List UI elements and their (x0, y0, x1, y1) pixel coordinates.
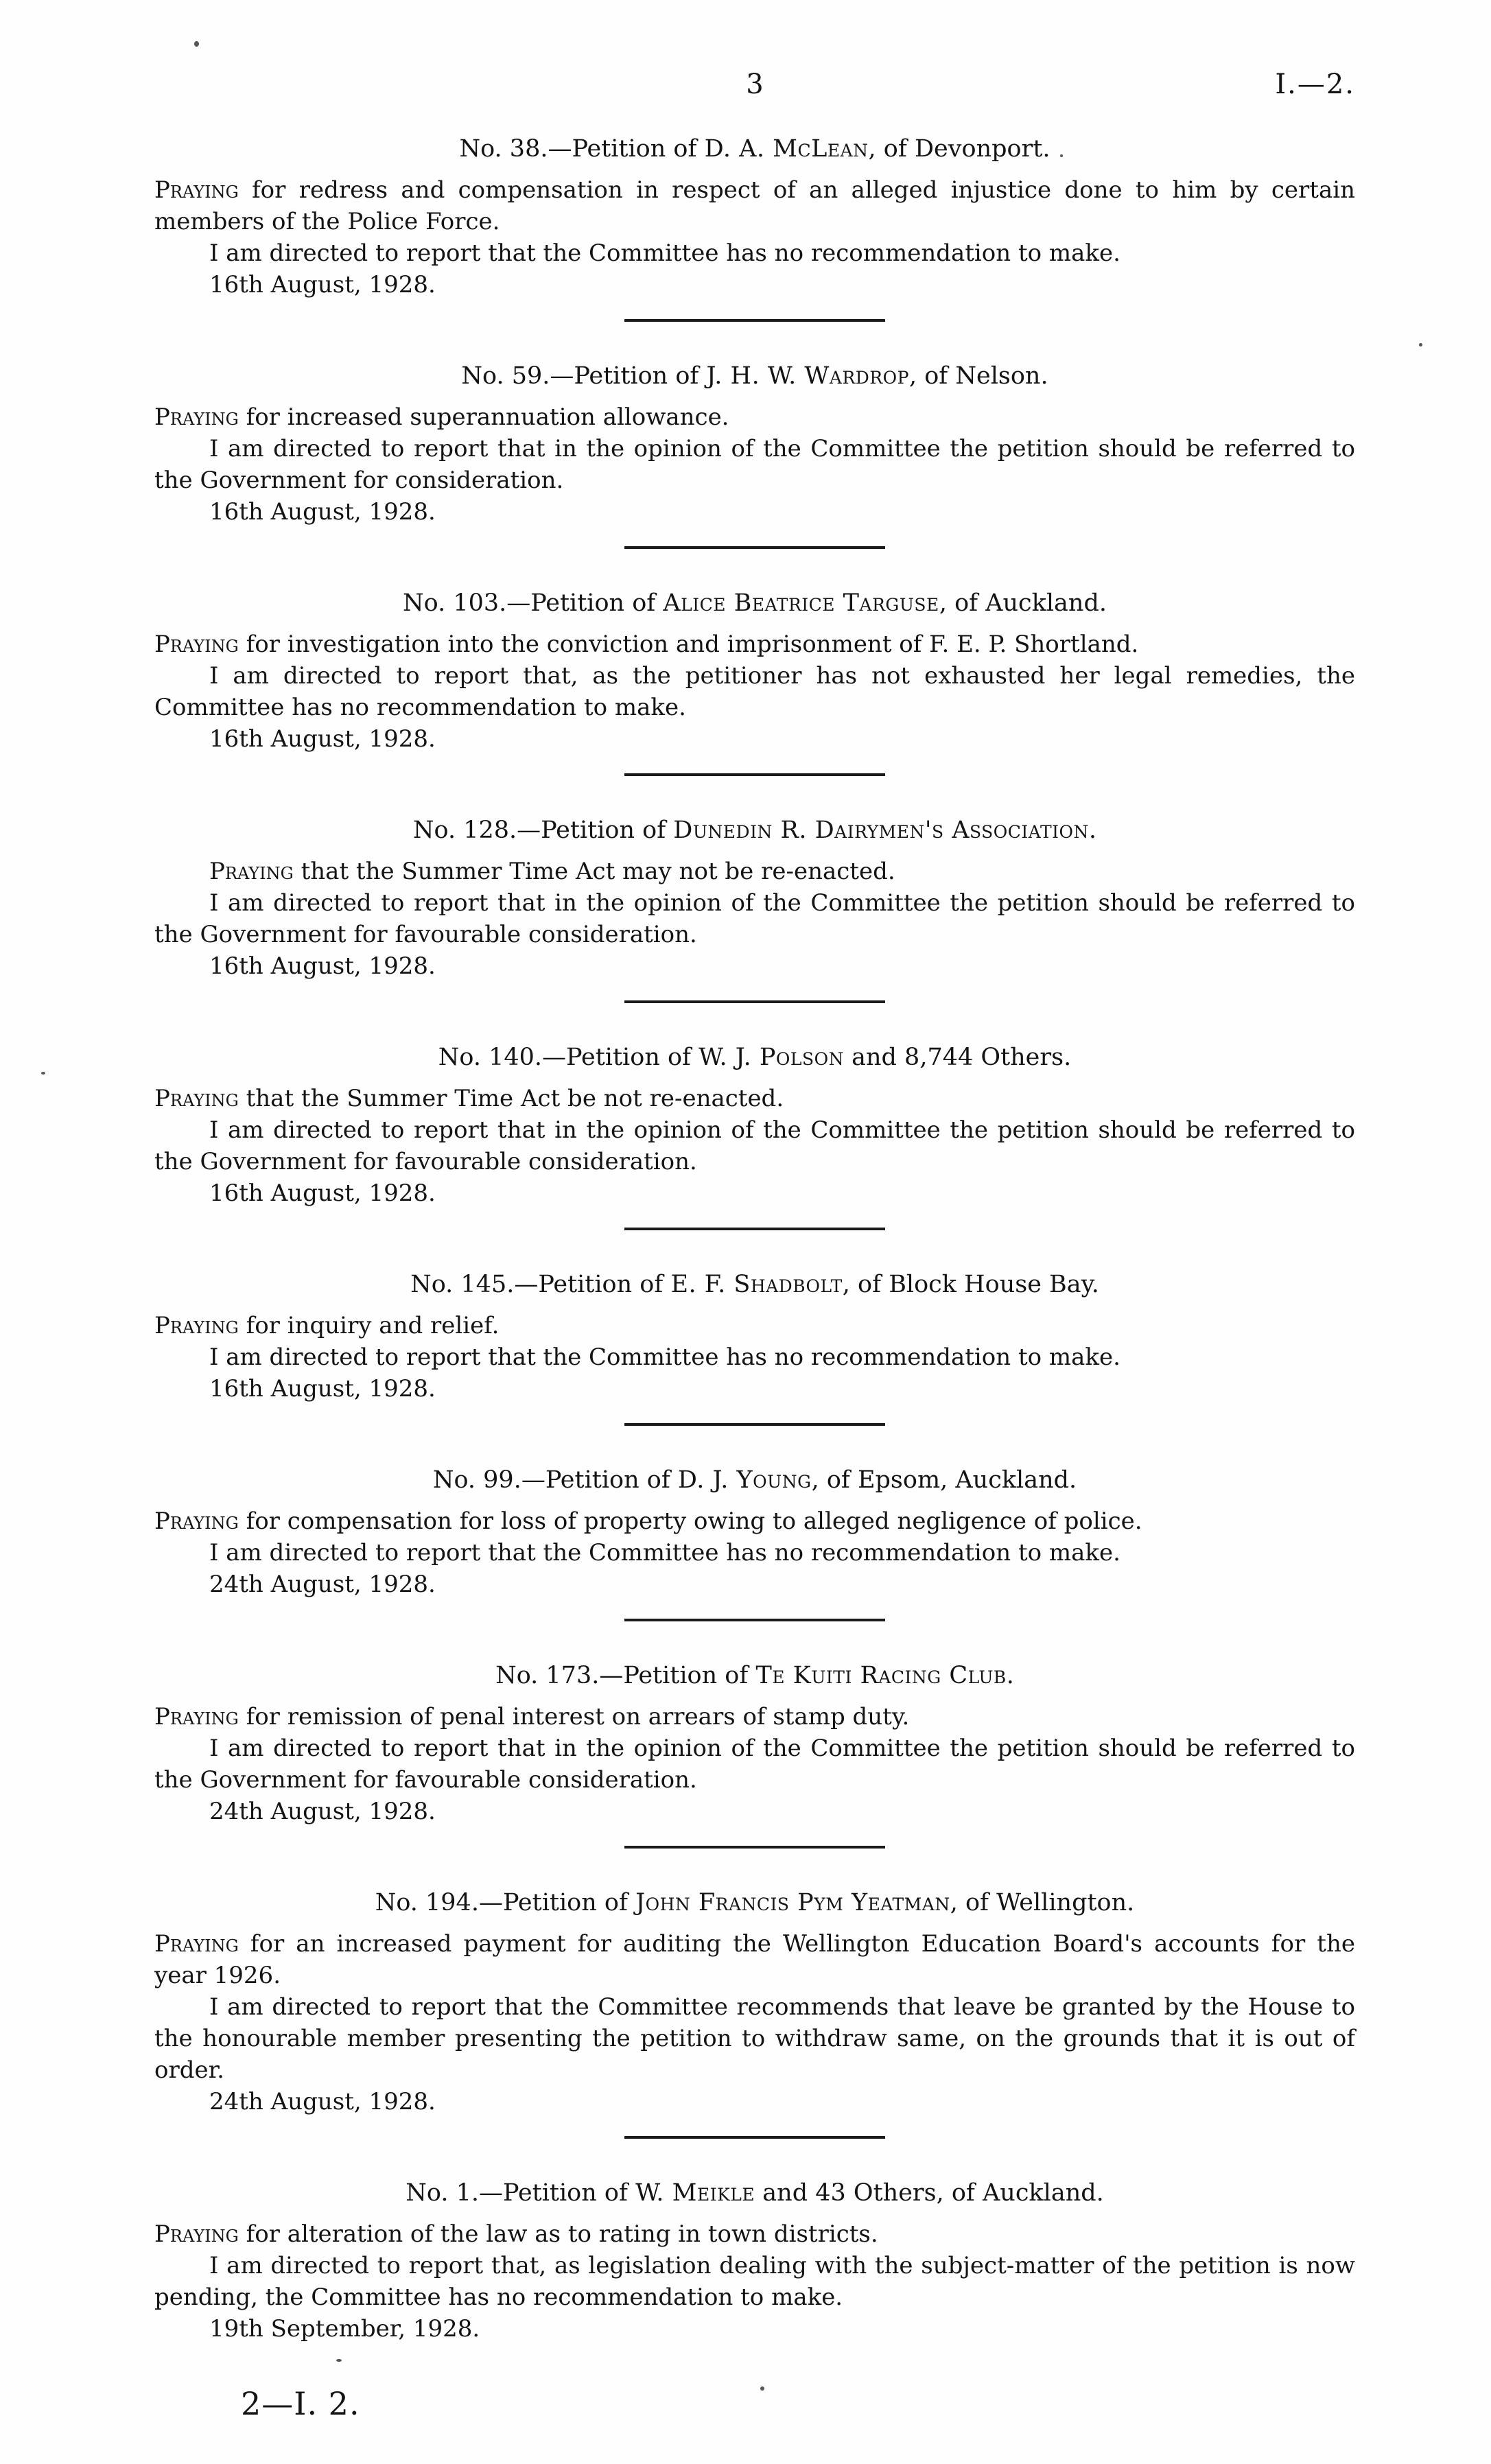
scan-speck (194, 41, 199, 47)
petition-section (154, 1042, 1355, 1230)
report-paragraph: I am directed to report that the Committee recommends that leave be granted by the House to the honourable member presenting the petition to withdraw same, on the grounds that it is out of order. (154, 1993, 1355, 2084)
report-paragraph: I am directed to report that the Committee has no recommendation to make. (209, 1344, 1120, 1371)
date-line: 24th August, 1928. (209, 1798, 436, 1825)
scan-speck (336, 2359, 342, 2362)
praying-paragraph (154, 2218, 1355, 2250)
petitioner-name: Dunedin R. Dairymen's Association (673, 817, 1089, 844)
praying-text: for increased superannuation allowance. (238, 403, 729, 431)
praying-keyword: Praying (154, 403, 239, 431)
petition-heading (154, 1887, 1355, 1919)
petition-heading-prefix: No. 59.—Petition of (461, 362, 707, 390)
petition-heading-prefix: No. 140.—Petition of (438, 1044, 699, 1071)
praying-paragraph (154, 629, 1355, 660)
page-number: 3 (746, 69, 764, 100)
praying-keyword: Praying (154, 1312, 239, 1339)
report-paragraph: I am directed to report that in the opinion of the Committee the petition should be referred to the Government for consideration. (154, 435, 1355, 494)
page-header (154, 69, 1355, 100)
petition-heading-prefix: No. 173.—Petition of (495, 1662, 756, 1689)
petitioner-name: W. Meikle (635, 2179, 755, 2207)
petition-heading (154, 1660, 1355, 1691)
petition-heading (154, 1464, 1355, 1496)
praying-paragraph (154, 1083, 1355, 1114)
scan-speck (1060, 154, 1063, 157)
petition-section (154, 1464, 1355, 1621)
praying-text: for redress and compensation in respect of an alleged injustice done to him by certain members of the Police Force. (154, 176, 1355, 235)
petitioner-name: J. H. W. Wardrop (706, 362, 909, 390)
date-line: 24th August, 1928. (209, 2088, 436, 2115)
praying-keyword: Praying (154, 1703, 239, 1730)
praying-text: for an increased payment for auditing the Wellington Education Board's accounts for the year 1926. (154, 1930, 1355, 1989)
praying-text: for investigation into the conviction and imprisonment of F. E. P. Shortland. (238, 631, 1139, 658)
petition-section (154, 587, 1355, 776)
report-paragraph: I am directed to report that, as legislation dealing with the subject-matter of the petition is now pending, the Committee has no recommendation to make. (154, 2252, 1355, 2311)
petition-heading-prefix: No. 103.—Petition of (403, 589, 664, 617)
petition-section (154, 1269, 1355, 1426)
petition-heading (154, 1269, 1355, 1300)
section-separator (624, 319, 885, 322)
petition-section (154, 1660, 1355, 1849)
report-paragraph: I am directed to report that, as the petitioner has not exhausted her legal remedies, the Committee has no recommendation to make. (154, 662, 1355, 721)
petition-heading-prefix: No. 194.—Petition of (375, 1889, 636, 1916)
petitioner-name: Te Kuiti Racing Club (755, 1662, 1007, 1689)
praying-paragraph (154, 174, 1355, 237)
section-separator (624, 1228, 885, 1230)
petition-heading-suffix: , of Epsom, Auckland. (811, 1466, 1077, 1494)
report-paragraph: I am directed to report that in the opinion of the Committee the petition should be referred to the Government for favourable consideration. (154, 1735, 1355, 1794)
praying-keyword: Praying (154, 176, 239, 204)
report-paragraph: I am directed to report that in the opinion of the Committee the petition should be referred to the Government for favourable consideration. (154, 889, 1355, 948)
petition-heading-prefix: No. 1.—Petition of (406, 2179, 636, 2207)
praying-text: for compensation for loss of property owing to alleged negligence of police. (238, 1507, 1142, 1535)
petitioner-name: E. F. Shadbolt (670, 1271, 843, 1298)
section-separator (624, 1619, 885, 1621)
praying-paragraph (154, 1701, 1355, 1733)
petition-heading (154, 814, 1355, 846)
praying-text: for alteration of the law as to rating in town districts. (238, 2220, 878, 2248)
praying-paragraph (154, 1928, 1355, 1991)
petition-heading-suffix: . (1006, 1662, 1014, 1689)
praying-text: for inquiry and relief. (238, 1312, 500, 1339)
scan-speck (1419, 343, 1422, 347)
petition-heading-suffix: and 43 Others, of Auckland. (755, 2179, 1104, 2207)
report-paragraph: I am directed to report that in the opinion of the Committee the petition should be referred to the Government for favourable consideration. (154, 1116, 1355, 1175)
date-line: 16th August, 1928. (209, 498, 436, 526)
petition-heading-suffix: , of Auckland. (939, 589, 1107, 617)
praying-keyword: Praying (209, 858, 294, 885)
petition-heading-prefix: No. 128.—Petition of (412, 817, 674, 844)
petition-heading (154, 360, 1355, 392)
praying-keyword: Praying (154, 2220, 239, 2248)
petitioner-name: D. J. Young (677, 1466, 812, 1494)
date-line: 16th August, 1928. (209, 952, 436, 980)
petition-heading-suffix: , of Block House Bay. (842, 1271, 1099, 1298)
petition-heading-suffix: , of Devonport. (868, 135, 1050, 163)
section-separator (624, 2136, 885, 2139)
petitions-container (154, 133, 1355, 2345)
petition-section (154, 2177, 1355, 2345)
praying-paragraph (154, 856, 1355, 887)
date-line: 19th September, 1928. (209, 2315, 480, 2343)
section-separator (624, 773, 885, 776)
praying-keyword: Praying (154, 1507, 239, 1535)
praying-text: that the Summer Time Act may not be re-enacted. (293, 858, 895, 885)
praying-keyword: Praying (154, 1930, 239, 1958)
praying-paragraph (154, 1310, 1355, 1341)
praying-paragraph (154, 401, 1355, 433)
report-paragraph: I am directed to report that the Committee has no recommendation to make. (209, 1539, 1120, 1567)
petition-heading-suffix: and 8,744 Others. (843, 1044, 1072, 1071)
section-separator (624, 1423, 885, 1426)
petition-heading-suffix: , of Wellington. (950, 1889, 1135, 1916)
petition-heading-prefix: No. 38.—Petition of (459, 135, 705, 163)
section-separator (624, 1000, 885, 1003)
date-line: 16th August, 1928. (209, 725, 436, 753)
petitioner-name: D. A. McLean (704, 135, 869, 163)
petition-heading-prefix: No. 99.—Petition of (432, 1466, 678, 1494)
petition-section (154, 133, 1355, 322)
scan-speck (41, 1072, 45, 1075)
petitioner-name: John Francis Pym Yeatman (635, 1889, 950, 1916)
paper-reference: I.—2. (1275, 69, 1355, 100)
petition-section (154, 814, 1355, 1003)
date-line: 16th August, 1928. (209, 1375, 436, 1403)
petition-heading (154, 587, 1355, 619)
date-line: 24th August, 1928. (209, 1571, 436, 1598)
petition-section (154, 1887, 1355, 2139)
section-separator (624, 1846, 885, 1849)
petition-heading-suffix: , of Nelson. (908, 362, 1048, 390)
section-separator (624, 546, 885, 549)
petitioner-name: Alice Beatrice Targuse (663, 589, 939, 617)
petition-heading-prefix: No. 145.—Petition of (410, 1271, 671, 1298)
praying-text: for remission of penal interest on arrears of stamp duty. (238, 1703, 910, 1730)
date-line: 16th August, 1928. (209, 271, 436, 298)
petitioner-name: W. J. Polson (698, 1044, 844, 1071)
petition-section (154, 360, 1355, 549)
petition-heading-suffix: . (1088, 817, 1097, 844)
petition-heading (154, 2177, 1355, 2209)
printer-footer-mark: 2—I. 2. (241, 2385, 360, 2422)
petition-heading (154, 1042, 1355, 1073)
praying-paragraph (154, 1505, 1355, 1537)
praying-keyword: Praying (154, 1085, 239, 1112)
praying-keyword: Praying (154, 631, 239, 658)
date-line: 16th August, 1928. (209, 1180, 436, 1207)
petition-heading (154, 133, 1355, 165)
scan-speck (760, 2386, 764, 2391)
report-paragraph: I am directed to report that the Committee has no recommendation to make. (209, 239, 1120, 267)
praying-text: that the Summer Time Act be not re-enacted. (238, 1085, 784, 1112)
